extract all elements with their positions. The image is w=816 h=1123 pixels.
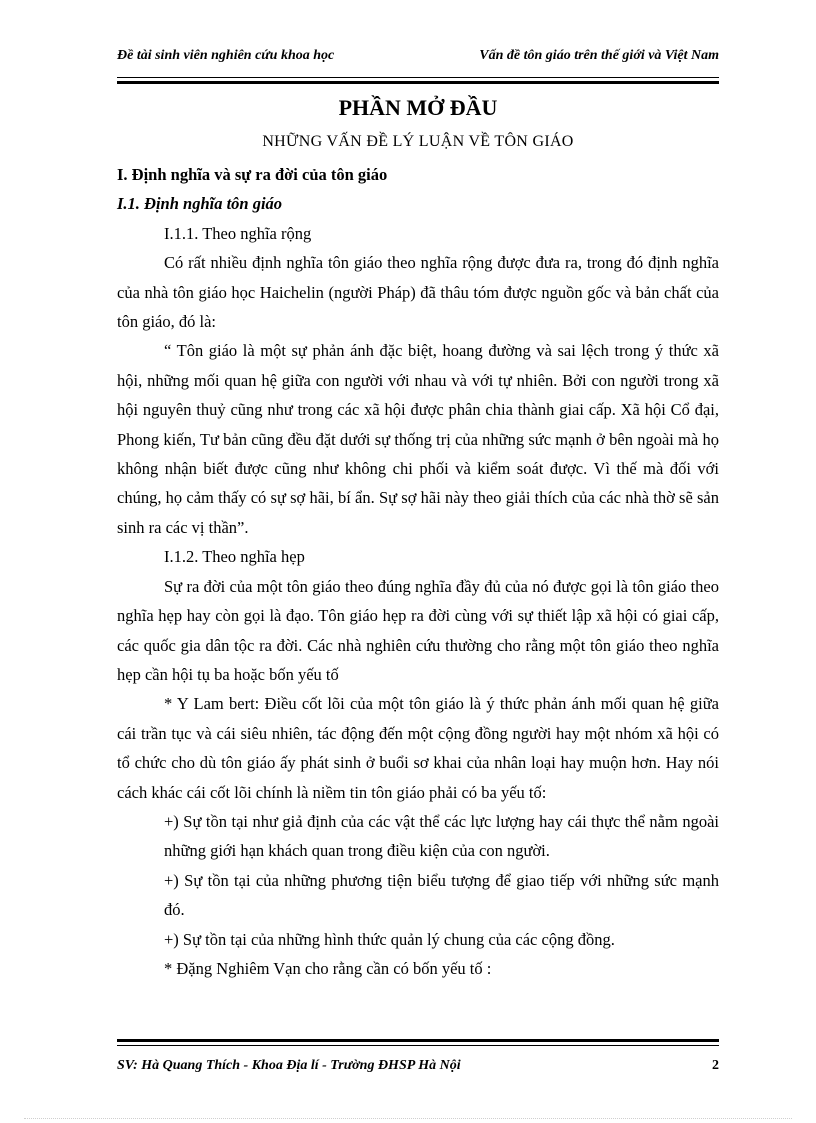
header-rule-thin [117, 77, 719, 78]
paragraph: * Y Lam bert: Điều cốt lõi của một tôn giáo là ý thức phản ánh mối quan hệ giữa cái trần tục và cái siêu nhiên, tác động đến một cộng đồng người hay một nhóm xã hội có tổ chức cho dù tôn giáo ấy phát sinh ở buổi sơ khai của nhân loại hay muộn hơn. Hay nói cách khác cái cốt lõi chính là niềm tin tôn giáo phải có ba yếu tố: [117, 694, 719, 802]
document-body [117, 160, 719, 983]
list-item: +) Sự tồn tại của những hình thức quản lý chung của các cộng đồng. [164, 929, 615, 949]
section-title-broad: I.1.1. Theo nghĩa rộng [164, 223, 312, 243]
footer-rule-thick [117, 1039, 719, 1042]
section-title-narrow: I.1.2. Theo nghĩa hẹp [164, 547, 305, 567]
heading-level-1: I. Định nghĩa và sự ra đời của tôn giáo [117, 165, 388, 184]
page-edge-divider [24, 1118, 792, 1120]
page-subtitle: NHỮNG VẤN ĐỀ LÝ LUẬN VỀ TÔN GIÁO [262, 133, 574, 150]
page-number: 2 [712, 1058, 719, 1073]
quote-paragraph: “ Tôn giáo là một sự phản ánh đặc biệt, hoang đường và sai lệch trong ý thức xã hội, những mối quan hệ giữa con người với nhau và với tự nhiên. Bởi con người trong xã hội nguyên thuỷ cũng như trong các xã hội được phân chia thành giai cấp. Xã hội Cổ đại, Phong kiến, Tư bản cũng đều đặt dưới sự thống trị của những sức mạnh ở bên ngoài mà họ không nhận biết được cũng như không chi phối và kiểm soát được. Vì thế mà đối với chúng, họ cảm thấy có sự sợ hãi, bí ẩn. Sự sợ hãi này theo giải thích của các nhà thờ sẽ sản sinh ra các vị thần”. [117, 341, 719, 537]
list-item: +) Sự tồn tại của những phương tiện biểu tượng để giao tiếp với những sức mạnh đó. [164, 870, 719, 920]
header-rule-thick [117, 81, 719, 84]
header-right-text: Vấn đề tôn giáo trên thế giới và Việt Nam [479, 48, 719, 63]
page-footer [117, 1058, 719, 1078]
list-item: +) Sự tồn tại như giả định của các vật thể các lực lượng hay cái thực thể nằm ngoài những giới hạn khách quan trong điều kiện của con người. [164, 811, 719, 861]
paragraph: Sự ra đời của một tôn giáo theo đúng nghĩa đầy đủ của nó được gọi là tôn giáo theo nghĩa hẹp hay còn gọi là đạo. Tôn giáo hẹp ra đời cùng với sự thiết lập xã hội có giai cấp, các quốc gia dân tộc ra đời. Các nhà nghiên cứu thường cho rằng một tôn giáo theo nghĩa hẹp cần hội tụ ba hoặc bốn yếu tố [117, 576, 719, 684]
header-left-text: Đề tài sinh viên nghiên cứu khoa học [117, 48, 335, 63]
footer-author-text: SV: Hà Quang Thích - Khoa Địa lí - Trường ĐHSP Hà Nội [117, 1058, 461, 1073]
footer-rule-thin [117, 1045, 719, 1046]
paragraph: Có rất nhiều định nghĩa tôn giáo theo nghĩa rộng được đưa ra, trong đó định nghĩa của nhà tôn giáo học Haichelin (người Pháp) đã thâu tóm được nguồn gốc và bản chất của tôn giáo, đó là: [117, 253, 719, 332]
page-title: PHẦN MỞ ĐẦU [338, 95, 498, 120]
heading-level-2: I.1. Định nghĩa tôn giáo [117, 194, 283, 214]
page-header [117, 48, 719, 70]
paragraph: * Đặng Nghiêm Vạn cho rằng cần có bốn yếu tố : [164, 958, 492, 978]
